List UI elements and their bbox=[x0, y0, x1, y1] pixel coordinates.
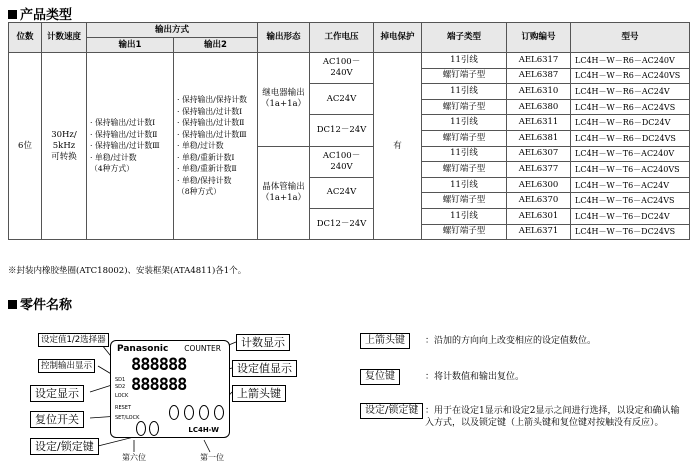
header-output1: 输出1 bbox=[87, 38, 174, 53]
label-control-output: 控制输出显示 bbox=[38, 359, 95, 373]
model-cell: LC4H－W－R6－DC24V bbox=[571, 115, 690, 131]
setting-display-digits: 888888 bbox=[131, 375, 187, 395]
order-cell: AEL6370 bbox=[507, 193, 571, 209]
device-counter-label: COUNTER bbox=[184, 344, 221, 353]
label-reset-switch: 复位开关 bbox=[30, 411, 84, 428]
voltage-cell: AC24V bbox=[310, 84, 374, 115]
label-first-digit: 第一位 bbox=[200, 453, 224, 462]
set-lock-button[interactable] bbox=[149, 421, 159, 436]
desc-reset: ：将计数值和输出复位。 bbox=[425, 372, 525, 382]
key-up-arrow: 上箭头键 bbox=[360, 333, 410, 349]
order-cell: AEL6371 bbox=[507, 224, 571, 240]
label-count-display: 计数显示 bbox=[236, 334, 290, 351]
order-cell: AEL6317 bbox=[507, 53, 571, 69]
order-cell: AEL6377 bbox=[507, 162, 571, 178]
set-lock-key-label: SET/LOCK bbox=[115, 415, 140, 421]
key-set-lock: 设定/锁定键 bbox=[360, 403, 423, 419]
header-voltage: 工作电压 bbox=[310, 23, 374, 53]
order-cell: AEL6387 bbox=[507, 68, 571, 84]
key-reset: 复位键 bbox=[360, 369, 400, 385]
model-cell: LC4H－W－T6－AC240VS bbox=[571, 162, 690, 178]
section-title-part-names: 零件名称 bbox=[8, 294, 72, 313]
voltage-cell: AC100－240V bbox=[310, 53, 374, 84]
voltage-cell: DC12－24V bbox=[310, 115, 374, 146]
order-cell: AEL6311 bbox=[507, 115, 571, 131]
up-key-digit-1[interactable] bbox=[214, 405, 224, 420]
accessory-note: ※封装内橡胶垫圈(ATC18002)、安装框架(ATA4811)各1个。 bbox=[8, 266, 247, 276]
reset-key-label: RESET bbox=[115, 405, 132, 411]
up-key-digit-6[interactable] bbox=[169, 405, 179, 420]
terminal-cell: 11引线 bbox=[422, 53, 507, 69]
up-key-digit-5[interactable] bbox=[184, 405, 194, 420]
terminal-cell: 11引线 bbox=[422, 177, 507, 193]
model-cell: LC4H－W－T6－AC24VS bbox=[571, 193, 690, 209]
count-display-digits: 888888 bbox=[131, 355, 187, 375]
model-cell: LC4H－W－T6－AC24V bbox=[571, 177, 690, 193]
header-terminal: 端子类型 bbox=[422, 23, 507, 53]
up-key-digit-4[interactable] bbox=[199, 405, 209, 420]
header-output-mode: 输出方式 bbox=[87, 23, 258, 38]
terminal-cell: 螺钉端子型 bbox=[422, 68, 507, 84]
device-model-label: LC4H-W bbox=[188, 426, 219, 434]
desc-set-lock: ：用于在设定1显示和设定2显示之间进行选择，以设定和确认输入方式，以及锁定键（上箭头键和复位键对按触没有反应）。 bbox=[425, 406, 680, 428]
desc-up-arrow: ：沿加的方向向上改变相应的设定值数位。 bbox=[425, 336, 597, 346]
label-set-lock-key: 设定/锁定键 bbox=[30, 438, 99, 455]
label-up-arrow-key: 上箭头键 bbox=[232, 385, 286, 402]
speed-cell: 30Hz/ 5kHz 可转换 bbox=[42, 53, 87, 240]
terminal-cell: 螺钉端子型 bbox=[422, 99, 507, 115]
label-setting-display: 设定显示 bbox=[30, 385, 84, 402]
form-relay: 继电器输出 （1a+1a） bbox=[258, 53, 310, 147]
header-output2: 输出2 bbox=[174, 38, 258, 53]
order-cell: AEL6307 bbox=[507, 146, 571, 162]
model-cell: LC4H－W－T6－DC24V bbox=[571, 208, 690, 224]
header-output-form: 输出形态 bbox=[258, 23, 310, 53]
model-cell: LC4H－W－T6－AC240V bbox=[571, 146, 690, 162]
output2-modes: · 保持输出/保持计数 · 保持输出/过计数Ⅰ · 保持输出/过计数Ⅱ · 保持输出/过计数Ⅲ · 单稳/过计数 · 单稳/重新计数Ⅰ · 单稳/重新计数Ⅱ · 单稳/保持计数 （8种方式） bbox=[174, 53, 258, 240]
header-speed: 计数速度 bbox=[42, 23, 87, 53]
order-cell: AEL6300 bbox=[507, 177, 571, 193]
order-cell: AEL6310 bbox=[507, 84, 571, 100]
header-model: 型号 bbox=[571, 23, 690, 53]
terminal-cell: 螺钉端子型 bbox=[422, 162, 507, 178]
voltage-cell: DC12－24V bbox=[310, 208, 374, 239]
terminal-cell: 螺钉端子型 bbox=[422, 193, 507, 209]
order-cell: AEL6301 bbox=[507, 208, 571, 224]
terminal-cell: 11引线 bbox=[422, 84, 507, 100]
label-sixth-digit: 第六位 bbox=[122, 453, 146, 462]
power-protect-cell: 有 bbox=[374, 53, 422, 240]
section-title-product-types: 产品类型 bbox=[8, 4, 72, 23]
sd1-indicator: SD1 bbox=[115, 377, 126, 383]
lock-indicator: LOCK bbox=[115, 393, 129, 399]
voltage-cell: AC100－240V bbox=[310, 146, 374, 177]
terminal-cell: 螺钉端子型 bbox=[422, 224, 507, 240]
order-cell: AEL6381 bbox=[507, 130, 571, 146]
header-digits: 位数 bbox=[9, 23, 42, 53]
model-cell: LC4H－W－R6－AC24V bbox=[571, 84, 690, 100]
header-power-protect: 掉电保护 bbox=[374, 23, 422, 53]
model-cell: LC4H－W－T6－DC24VS bbox=[571, 224, 690, 240]
voltage-cell: AC24V bbox=[310, 177, 374, 208]
label-setting-value-display: 设定值显示 bbox=[232, 360, 297, 377]
reset-button[interactable] bbox=[136, 421, 146, 436]
model-cell: LC4H－W－R6－AC240VS bbox=[571, 68, 690, 84]
order-cell: AEL6380 bbox=[507, 99, 571, 115]
form-transistor: 晶体管输出 （1a+1a） bbox=[258, 146, 310, 240]
terminal-cell: 11引线 bbox=[422, 146, 507, 162]
sd2-indicator: SD2 bbox=[115, 384, 126, 390]
brand-logo: Panasonic bbox=[117, 344, 169, 354]
terminal-cell: 11引线 bbox=[422, 208, 507, 224]
model-cell: LC4H－W－R6－AC24VS bbox=[571, 99, 690, 115]
terminal-cell: 11引线 bbox=[422, 115, 507, 131]
model-cell: LC4H－W－R6－AC240V bbox=[571, 53, 690, 69]
model-cell: LC4H－W－R6－DC24VS bbox=[571, 130, 690, 146]
digits-cell: 6位 bbox=[9, 53, 42, 240]
counter-device bbox=[110, 340, 230, 438]
header-order-no: 订购编号 bbox=[507, 23, 571, 53]
terminal-cell: 螺钉端子型 bbox=[422, 130, 507, 146]
label-setting-selector: 设定值1/2选择器 bbox=[38, 333, 109, 347]
output1-modes: · 保持输出/过计数Ⅰ · 保持输出/过计数Ⅱ · 保持输出/过计数Ⅲ · 单稳/过计数 （4种方式） bbox=[87, 53, 174, 240]
